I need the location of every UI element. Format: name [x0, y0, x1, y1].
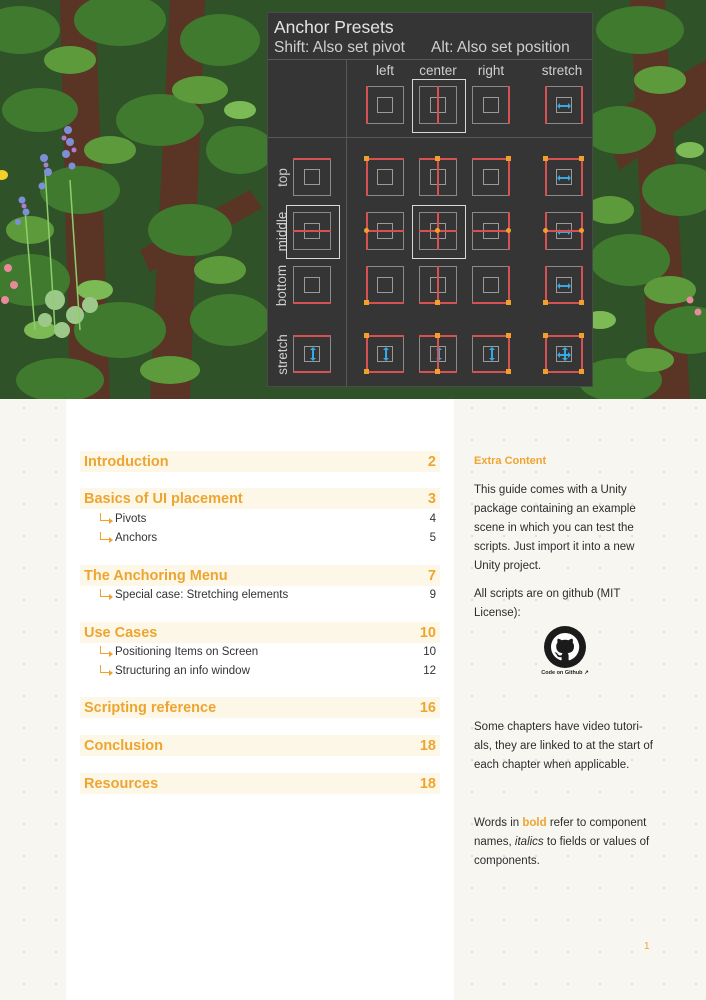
- preset-bottom-right[interactable]: [472, 266, 510, 304]
- toc-entry-conclusion[interactable]: Conclusion 18: [80, 735, 440, 756]
- column-label-stretch: stretch: [541, 63, 583, 78]
- preset-bottom-left[interactable]: [366, 266, 404, 304]
- toc-subentry-anchors[interactable]: Anchors 5: [80, 529, 440, 546]
- row-label-middle: middle: [274, 211, 290, 251]
- subentry-arrow-icon: [100, 589, 111, 597]
- formatting-paragraph: Words in bold refer to component names, italics to fields or values of components.: [474, 817, 650, 867]
- page-number: 1: [644, 941, 650, 952]
- preset-left[interactable]: [366, 86, 404, 124]
- github-icon[interactable]: [543, 625, 587, 669]
- toc-subentry-stretching[interactable]: Special case: Stretching elements 9: [80, 586, 440, 603]
- preset-stretch-right[interactable]: [472, 335, 510, 373]
- preset-middle-left[interactable]: [366, 212, 404, 250]
- panel-title: Anchor Presets: [274, 17, 394, 37]
- column-label-center: center: [419, 63, 457, 78]
- shift-hint: Shift: Also set pivot: [274, 39, 405, 56]
- video-paragraph: Some chapters have video tutori-als, they are linked to at the start of each chapter when applicable.: [474, 721, 653, 771]
- column-label-left: left: [375, 63, 394, 78]
- preset-top-stretch[interactable]: [545, 158, 583, 196]
- toc-entry-resources[interactable]: Resources 18: [80, 773, 440, 794]
- preset-middle-center[interactable]: [419, 212, 457, 250]
- preset-bottom-stretch[interactable]: [545, 266, 583, 304]
- toc-entry-scripting[interactable]: Scripting reference 16: [80, 697, 440, 718]
- subentry-arrow-icon: [100, 513, 111, 521]
- toc-entry-introduction[interactable]: Introduction 2: [80, 451, 440, 472]
- preset-bottom[interactable]: [293, 266, 331, 304]
- panel-divider: [268, 137, 592, 138]
- intro-paragraph: This guide comes with a Unity package containing an example scene in which you can test the scripts. Just import it into a new Unity project.: [474, 484, 636, 572]
- anchor-presets-panel: [267, 12, 593, 387]
- preset-middle[interactable]: [293, 212, 331, 250]
- preset-middle-stretch[interactable]: [545, 212, 583, 250]
- preset-right[interactable]: [472, 86, 510, 124]
- subentry-arrow-icon: [100, 532, 111, 540]
- toc-entry-anchoring-menu[interactable]: The Anchoring Menu 7: [80, 565, 440, 586]
- row-label-top: top: [274, 167, 290, 187]
- preset-top-center[interactable]: [419, 158, 457, 196]
- toc-entry-basics[interactable]: Basics of UI placement 3: [80, 488, 440, 509]
- subentry-arrow-icon: [100, 646, 111, 654]
- panel-divider: [346, 59, 347, 387]
- alt-hint: Alt: Also set position: [431, 39, 570, 56]
- subentry-arrow-icon: [100, 665, 111, 673]
- extra-content-heading: Extra Content: [474, 455, 547, 467]
- panel-divider: [268, 59, 592, 60]
- preset-top-left[interactable]: [366, 158, 404, 196]
- toc-subentry-positioning[interactable]: Positioning Items on Screen 10: [80, 643, 440, 660]
- column-label-right: right: [477, 63, 505, 78]
- toc-subentry-pivots[interactable]: Pivots 4: [80, 510, 440, 527]
- preset-stretch-center[interactable]: [419, 335, 457, 373]
- row-label-stretch: stretch: [274, 333, 290, 375]
- preset-stretch-vertical[interactable]: [293, 335, 331, 373]
- hero-banner: [0, 0, 706, 399]
- preset-bottom-center[interactable]: [419, 266, 457, 304]
- preset-stretch-both[interactable]: [545, 335, 583, 373]
- github-caption[interactable]: Code on Github ↗: [541, 670, 589, 676]
- preset-top[interactable]: [293, 158, 331, 196]
- preset-center[interactable]: [419, 86, 457, 124]
- preset-stretch-horizontal[interactable]: [545, 86, 583, 124]
- toc-subentry-info-window[interactable]: Structuring an info window 12: [80, 662, 440, 679]
- toc-entry-use-cases[interactable]: Use Cases 10: [80, 622, 440, 643]
- preset-top-right[interactable]: [472, 158, 510, 196]
- preset-middle-right[interactable]: [472, 212, 510, 250]
- github-paragraph: All scripts are on github (MIT License):: [474, 588, 621, 619]
- row-label-bottom: bottom: [274, 264, 290, 306]
- preset-stretch-left[interactable]: [366, 335, 404, 373]
